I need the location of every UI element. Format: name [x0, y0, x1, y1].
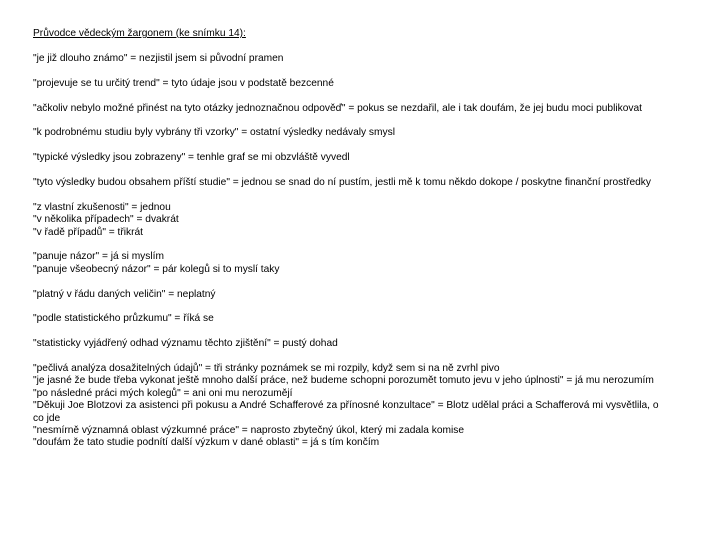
- paragraph-line: "z vlastní zkušenosti" = jednou: [33, 201, 171, 213]
- paragraph-line: "pečlivá analýza dosažitelných údajů" = tři stránky poznámek se mi rozpily, když sem si na ně zvrhl pivo: [33, 362, 500, 374]
- paragraph: [33, 313, 663, 325]
- paragraph: [33, 127, 663, 139]
- paragraph: [33, 338, 663, 350]
- paragraph-line: "Děkuji Joe Blotzovi za asistenci při pokusu a André Schafferové za přínosné konzultace" = Blotz udělal práci a Schafferová mi vysvětlila, o co jde: [33, 400, 659, 424]
- paragraph-line: "po následné práci mých kolegů" = ani oni mu nerozumějí: [33, 387, 293, 399]
- paragraph: [33, 251, 663, 276]
- paragraph-line: "doufám že tato studie podnítí další výzkum v dané oblasti" = já s tím končím: [33, 437, 380, 449]
- paragraph-line: "nesmírně významná oblast výzkumné práce" = naprosto zbytečný úkol, který mi zadala komise: [33, 425, 465, 437]
- paragraph-line: "typické výsledky jsou zobrazeny" = tenhle graf se mi obzvláště vyvedl: [33, 152, 350, 164]
- paragraph-line: "statisticky vyjádřený odhad významu těchto zjištění" = pustý dohad: [33, 338, 338, 350]
- paragraph: [33, 103, 663, 115]
- paragraph-line: "projevuje se tu určitý trend" = tyto údaje jsou v podstatě bezcenné: [33, 77, 334, 89]
- paragraph-line: "k podrobnému studiu byly vybrány tři vzorky" = ostatní výsledky nedávaly smysl: [33, 127, 395, 139]
- paragraph: [33, 202, 663, 239]
- paragraph-line: "ačkoliv nebylo možné přinést na tyto otázky jednoznačnou odpověď" = pokus se nezdařil, ale i tak doufám, že jej budu moci publikovat: [33, 102, 642, 114]
- paragraph: [33, 363, 663, 450]
- paragraph-line: "panuje názor" = já si myslím: [33, 251, 164, 263]
- paragraph-line: "v řadě případů" = třikrát: [33, 226, 144, 238]
- paragraph-line: "je jasné že bude třeba vykonat ještě mnoho další práce, než budeme schopni porozumět tomuto jevu v jeho úplnosti" = já mu nerozumím: [33, 375, 654, 387]
- document-title: Průvodce vědeckým žargonem (ke snímku 14):: [33, 28, 246, 39]
- paragraph: [33, 152, 663, 164]
- paragraph: [33, 78, 663, 90]
- paragraph: [33, 177, 663, 189]
- paragraph-line: "platný v řádu daných veličin" = neplatný: [33, 288, 216, 300]
- paragraph-line: "tyto výsledky budou obsahem příští studie" = jednou se snad do ní pustím, jestli mě k tomu někdo dokope / poskytne finanční prostředky: [33, 176, 651, 188]
- document-page: [33, 28, 663, 462]
- paragraph-line: "je již dlouho známo" = nezjistil jsem si původní pramen: [33, 53, 284, 64]
- paragraph-line: "podle statistického průzkumu" = říká se: [33, 313, 214, 325]
- paragraph: [33, 53, 663, 65]
- paragraph: [33, 289, 663, 301]
- paragraph-line: "v několika případech" = dvakrát: [33, 214, 179, 226]
- paragraph-line: "panuje všeobecný názor" = pár kolegů si to myslí taky: [33, 263, 280, 275]
